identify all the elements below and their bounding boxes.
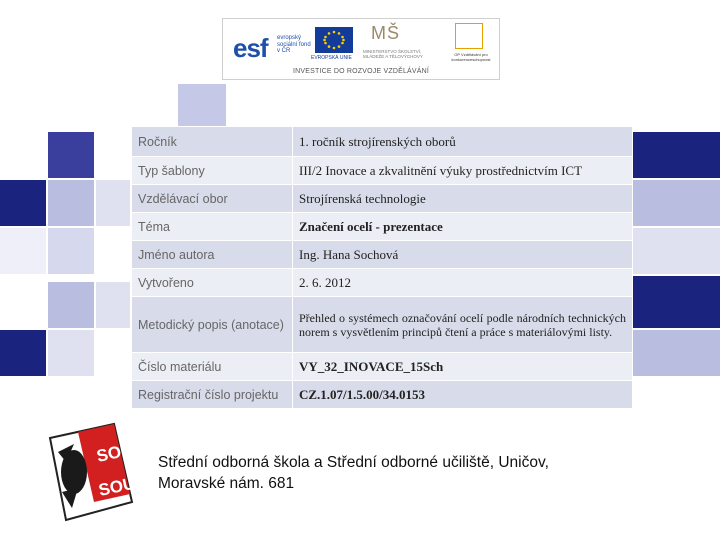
funding-logos — [222, 18, 500, 80]
table-row — [132, 127, 633, 157]
badge-text-bottom: SOU — [96, 473, 137, 500]
school-name — [158, 452, 678, 494]
deco-square — [48, 228, 94, 274]
deco-square — [633, 276, 720, 328]
msmt-logo — [363, 23, 433, 63]
table-row — [132, 297, 633, 353]
row-value: Ing. Hana Sochová — [293, 241, 633, 269]
deco-square — [0, 330, 46, 376]
deco-square — [48, 132, 94, 178]
deco-square — [96, 282, 130, 328]
table-row — [132, 185, 633, 213]
row-value: CZ.1.07/1.5.00/34.0153 — [293, 381, 633, 409]
row-label: Ročník — [132, 127, 293, 157]
row-value: Značení ocelí - prezentace — [293, 213, 633, 241]
deco-square — [178, 84, 226, 132]
row-label: Metodický popis (anotace) — [132, 297, 293, 353]
esf-logo — [233, 25, 311, 65]
badge-text-top: SOŠ — [94, 439, 134, 466]
table-row — [132, 241, 633, 269]
deco-square — [633, 132, 720, 178]
deco-square — [48, 330, 94, 376]
row-label: Typ šablony — [132, 157, 293, 185]
table-row — [132, 269, 633, 297]
school-name-line1: Střední odborná škola a Střední odborné učiliště, Uničov, — [158, 454, 549, 471]
deco-square — [0, 228, 46, 274]
op-logo — [445, 23, 495, 67]
row-label: Vzdělávací obor — [132, 185, 293, 213]
esf-logo-text: esf — [233, 33, 268, 63]
row-value: 1. ročník strojírenských oborů — [293, 127, 633, 157]
table-row — [132, 157, 633, 185]
msmt-caption: MINISTERSTVO ŠKOLSTVÍ, MLÁDEŽE A TĚLOVÝCHOVY — [363, 49, 423, 59]
deco-square — [48, 282, 94, 328]
row-value: 2. 6. 2012 — [293, 269, 633, 297]
row-label: Registrační číslo projektu — [132, 381, 293, 409]
row-label: Téma — [132, 213, 293, 241]
table-row — [132, 353, 633, 381]
deco-square — [633, 180, 720, 226]
school-badge-logo — [44, 422, 138, 522]
msmt-mark-icon: MŠ — [371, 23, 400, 43]
table-row — [132, 213, 633, 241]
deco-square — [0, 180, 46, 226]
deco-square — [96, 180, 130, 226]
info-table — [131, 126, 633, 409]
row-value: III/2 Inovace a zkvalitnění výuky prostřednictvím ICT — [293, 157, 633, 185]
eu-flag-icon — [315, 27, 353, 53]
deco-square — [633, 228, 720, 274]
row-value: Strojírenská technologie — [293, 185, 633, 213]
row-value: Přehled o systémech označování ocelí podle národních technických norem s vysvětlením principů čtení a práce s materiálovými listy. — [293, 297, 633, 353]
eu-caption: EVROPSKÁ UNIE — [311, 55, 352, 61]
investment-caption: INVESTICE DO ROZVOJE VZDĚLÁVÁNÍ — [292, 68, 430, 75]
row-label: Číslo materiálu — [132, 353, 293, 381]
deco-square — [633, 330, 720, 376]
deco-square — [48, 180, 94, 226]
row-value: VY_32_INOVACE_15Sch — [293, 353, 633, 381]
row-label: Jméno autora — [132, 241, 293, 269]
op-caption: OP Vzdělávání pro konkurenceschopnost — [451, 52, 491, 62]
esf-subtitle: evropský sociální fond v ČR — [277, 35, 311, 54]
op-icon — [455, 23, 483, 49]
school-address: Moravské nám. 681 — [158, 475, 295, 492]
table-row — [132, 381, 633, 409]
row-label: Vytvořeno — [132, 269, 293, 297]
